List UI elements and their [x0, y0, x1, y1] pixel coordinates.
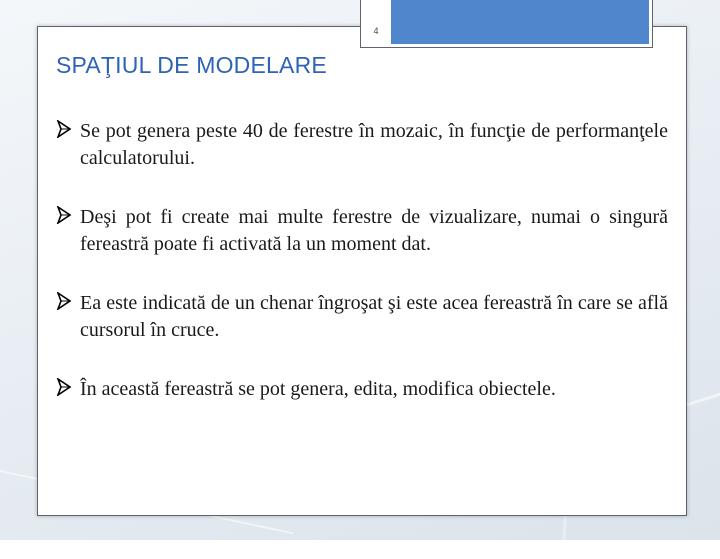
- arrow-bullet-icon: [56, 292, 72, 310]
- slide-content-panel: [37, 26, 687, 516]
- bullet-text: În această fereastră se pot genera, edita, modifica obiectele.: [80, 378, 556, 400]
- bullet-item: [56, 204, 668, 258]
- arrow-bullet-icon: [56, 120, 72, 138]
- arrow-bullet-icon: [56, 206, 72, 224]
- arrow-bullet-icon: [56, 378, 72, 396]
- slide-number: 4: [373, 26, 379, 36]
- bullet-text: Se pot genera peste 40 de ferestre în mozaic, în funcţie de performanţele calculatorului.: [80, 120, 668, 169]
- bullet-item: [56, 118, 668, 172]
- bullet-text: Deşi pot fi create mai multe ferestre de vizualizare, numai o singură fereastră poate fi activată la un moment dat.: [80, 206, 668, 255]
- slide-title: SPAŢIUL DE MODELARE: [56, 52, 327, 78]
- slide-number-box: [361, 0, 391, 45]
- accent-bar: [364, 0, 649, 44]
- bullet-text: Ea este indicată de un chenar îngroşat şi este acea fereastră în care se află cursorul în cruce.: [80, 292, 668, 341]
- bullet-item: [56, 290, 668, 344]
- slide-number-tab: [360, 0, 653, 48]
- bullet-item: [56, 376, 668, 403]
